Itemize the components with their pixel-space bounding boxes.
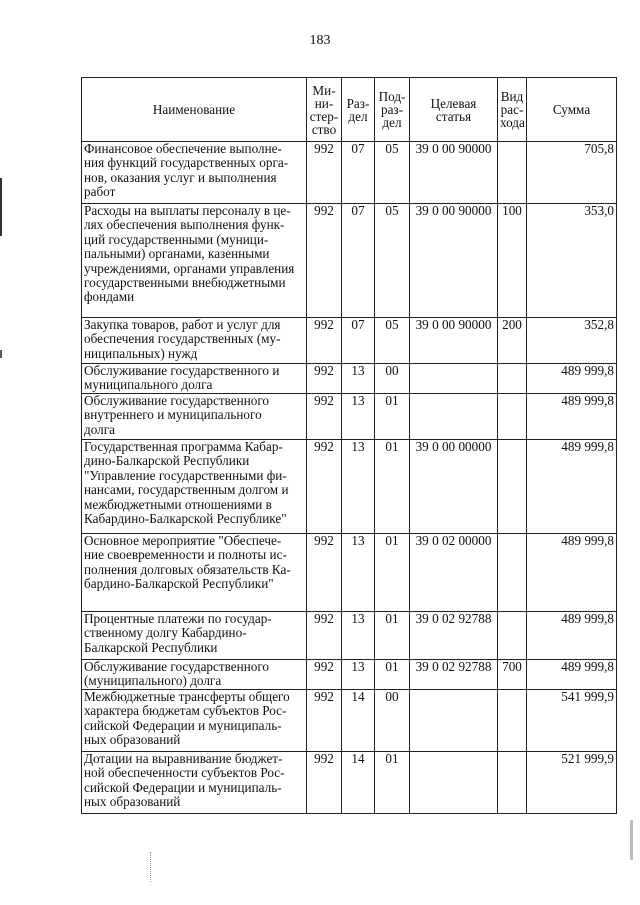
cell-name: Закупка товаров, работ и услуг для обеспечения государственных (му- ниципальных) нужд xyxy=(82,318,307,364)
cell-section: 14 xyxy=(342,752,375,814)
cell-subsection: 01 xyxy=(375,440,410,534)
cell-type xyxy=(498,534,527,612)
cell-subsection: 00 xyxy=(375,690,410,752)
cell-ministry: 992 xyxy=(307,612,342,660)
cell-amount: 353,0 xyxy=(527,204,617,318)
cell-subsection: 01 xyxy=(375,394,410,440)
cell-target xyxy=(410,690,498,752)
header-type: Вид рас- хода xyxy=(498,78,527,142)
cell-target: 39 0 00 00000 xyxy=(410,440,498,534)
cell-ministry: 992 xyxy=(307,364,342,394)
cell-name: Основное мероприятие "Обеспече- ние своевременности и полноты ис- полнения долговых обязательств Ка- бардино-Балкарской Республики" xyxy=(82,534,307,612)
header-amount: Сумма xyxy=(527,78,617,142)
cell-target: 39 0 02 00000 xyxy=(410,534,498,612)
cell-subsection: 05 xyxy=(375,318,410,364)
cell-section: 14 xyxy=(342,690,375,752)
cell-amount: 489 999,8 xyxy=(527,612,617,660)
cell-subsection: 01 xyxy=(375,612,410,660)
cell-ministry: 992 xyxy=(307,318,342,364)
cell-section: 07 xyxy=(342,204,375,318)
scan-artifact-dots xyxy=(150,852,153,882)
cell-amount: 541 999,9 xyxy=(527,690,617,752)
cell-section: 07 xyxy=(342,142,375,204)
cell-target: 39 0 00 90000 xyxy=(410,204,498,318)
header-name: Наименование xyxy=(82,78,307,142)
cell-type xyxy=(498,612,527,660)
header-section: Раз- дел xyxy=(342,78,375,142)
cell-subsection: 05 xyxy=(375,142,410,204)
cell-name: Обслуживание государственного (муниципального) долга xyxy=(82,660,307,690)
cell-section: 13 xyxy=(342,660,375,690)
cell-section: 07 xyxy=(342,318,375,364)
table-row xyxy=(82,318,617,364)
cell-ministry: 992 xyxy=(307,660,342,690)
cell-ministry: 992 xyxy=(307,394,342,440)
cell-name: Обслуживание государственного и муниципального долга xyxy=(82,364,307,394)
table-row xyxy=(82,142,617,204)
table-row xyxy=(82,752,617,814)
cell-name: Межбюджетные трансферты общего характера бюджетам субъектов Рос- сийской Федерации и муниципаль- ных образований xyxy=(82,690,307,752)
cell-amount: 705,8 xyxy=(527,142,617,204)
cell-target xyxy=(410,394,498,440)
cell-name: Финансовое обеспечение выполне- ния функций государственных орга- нов, оказания услуг и выполнения работ xyxy=(82,142,307,204)
cell-target: 39 0 00 90000 xyxy=(410,142,498,204)
cell-type xyxy=(498,752,527,814)
table-row xyxy=(82,660,617,690)
cell-section: 13 xyxy=(342,612,375,660)
table-body xyxy=(82,142,617,814)
cell-amount: 489 999,8 xyxy=(527,440,617,534)
table-row xyxy=(82,690,617,752)
cell-type: 700 xyxy=(498,660,527,690)
header-subsection: Под- раз- дел xyxy=(375,78,410,142)
table-row xyxy=(82,440,617,534)
cell-subsection: 01 xyxy=(375,752,410,814)
table-row xyxy=(82,534,617,612)
cell-section: 13 xyxy=(342,534,375,612)
cell-section: 13 xyxy=(342,394,375,440)
cell-target: 39 0 00 90000 xyxy=(410,318,498,364)
cell-name: Процентные платежи по государ- ственному долгу Кабардино- Балкарской Республики xyxy=(82,612,307,660)
scan-edge-mark xyxy=(630,820,633,860)
table-row xyxy=(82,204,617,318)
cell-ministry: 992 xyxy=(307,142,342,204)
cell-name: Обслуживание государственного внутреннего и муниципального долга xyxy=(82,394,307,440)
cell-ministry: 992 xyxy=(307,752,342,814)
cell-subsection: 01 xyxy=(375,534,410,612)
cell-ministry: 992 xyxy=(307,690,342,752)
cell-section: 13 xyxy=(342,440,375,534)
cell-amount: 489 999,8 xyxy=(527,394,617,440)
cell-type: 100 xyxy=(498,204,527,318)
cell-target xyxy=(410,364,498,394)
cell-amount: 489 999,8 xyxy=(527,364,617,394)
cell-type xyxy=(498,690,527,752)
table-header-row xyxy=(82,78,617,142)
budget-table xyxy=(81,77,617,814)
cell-ministry: 992 xyxy=(307,204,342,318)
cell-name: Дотации на выравнивание бюджет- ной обеспеченности субъектов Рос- сийской Федерации и муниципаль- ных образований xyxy=(82,752,307,814)
cell-amount: 489 999,8 xyxy=(527,534,617,612)
cell-type xyxy=(498,364,527,394)
cell-target: 39 0 02 92788 xyxy=(410,660,498,690)
cell-name: Государственная программа Кабар- дино-Балкарской Республики "Управление государственными фи- нансами, государственным долгом и межбюджетными отношениями в Кабардино-Балкарской Республике" xyxy=(82,440,307,534)
cell-subsection: 00 xyxy=(375,364,410,394)
page-number: 183 xyxy=(309,33,331,48)
cell-subsection: 05 xyxy=(375,204,410,318)
cell-type: 200 xyxy=(498,318,527,364)
header-ministry: Ми- ни- стер- ство xyxy=(307,78,342,142)
table-row xyxy=(82,394,617,440)
cell-section: 13 xyxy=(342,364,375,394)
scan-margin-mark xyxy=(0,178,2,236)
cell-type xyxy=(498,394,527,440)
cell-amount: 521 999,9 xyxy=(527,752,617,814)
cell-ministry: 992 xyxy=(307,440,342,534)
cell-subsection: 01 xyxy=(375,660,410,690)
table-row xyxy=(82,364,617,394)
scan-margin-dot xyxy=(0,350,2,358)
cell-ministry: 992 xyxy=(307,534,342,612)
header-target: Целевая статья xyxy=(410,78,498,142)
cell-target xyxy=(410,752,498,814)
cell-type xyxy=(498,440,527,534)
table-row xyxy=(82,612,617,660)
cell-amount: 489 999,8 xyxy=(527,660,617,690)
cell-amount: 352,8 xyxy=(527,318,617,364)
cell-target: 39 0 02 92788 xyxy=(410,612,498,660)
cell-type xyxy=(498,142,527,204)
cell-name: Расходы на выплаты персоналу в це- лях обеспечения выполнения функ- ций государственными (муници- пальными) органами, казенными учреждениями, органами управления государственными внебюджетными фондами xyxy=(82,204,307,318)
